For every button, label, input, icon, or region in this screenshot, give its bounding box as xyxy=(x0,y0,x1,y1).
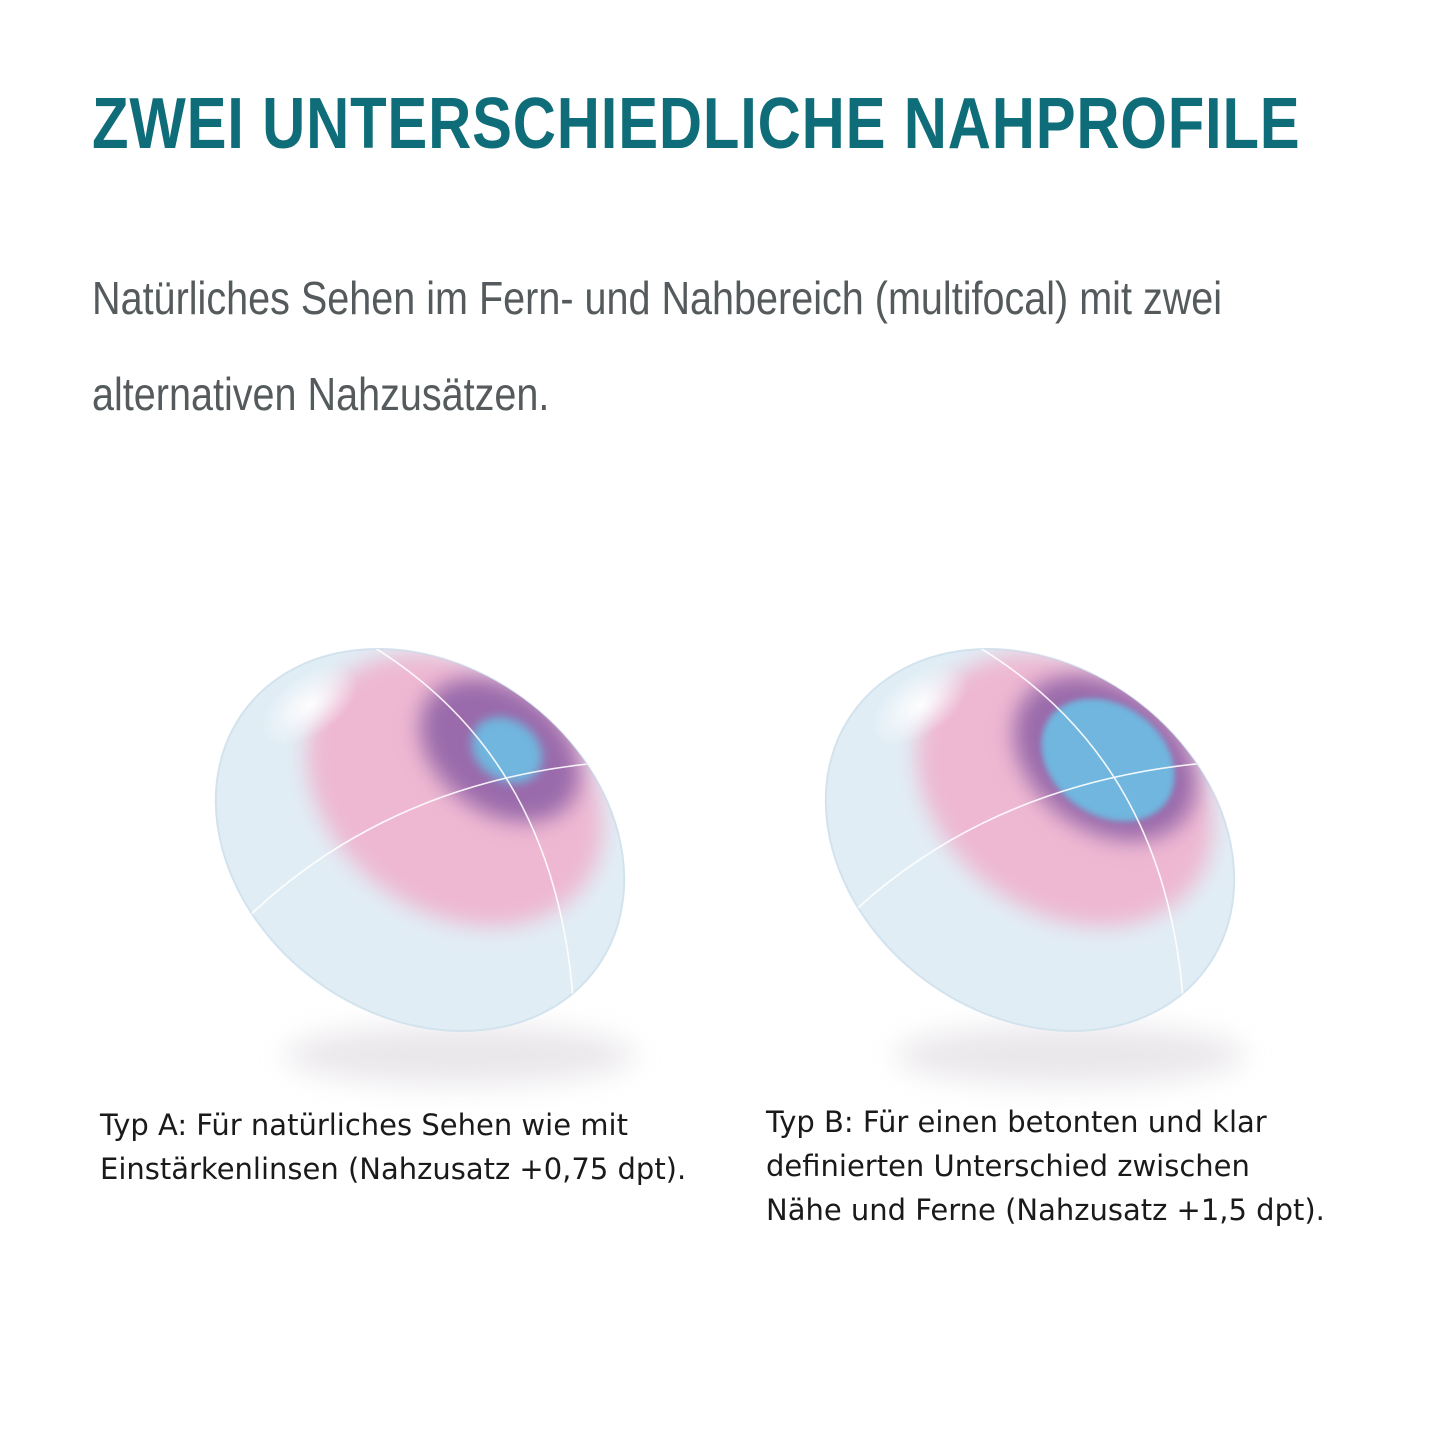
lens-shadow xyxy=(285,1025,635,1085)
caption-line: Einstärkenlinsen (Nahzusatz +0,75 dpt). xyxy=(100,1152,687,1186)
caption-line: Nähe und Ferne (Nahzusatz +1,5 dpt). xyxy=(766,1193,1325,1227)
lens-type-a-illustration xyxy=(170,610,670,1110)
page-subtitle: Natürliches Sehen im Fern- und Nahbereich (multifocal) mit zwei alternativen Nahzusätzen. xyxy=(92,272,1223,420)
caption-type-a xyxy=(100,1103,740,1191)
page-title: ZWEI UNTERSCHIEDLICHE NAHPROFILE xyxy=(92,84,1301,164)
caption-line: Typ B: Für einen betonten und klar xyxy=(766,1105,1267,1139)
caption-line: definierten Unterschied zwischen xyxy=(766,1149,1250,1183)
lens-shadow xyxy=(895,1025,1245,1085)
lens-type-b-illustration xyxy=(780,610,1280,1110)
caption-line: Typ A: Für natürliches Sehen wie mit xyxy=(100,1108,628,1142)
caption-type-b xyxy=(766,1100,1406,1232)
